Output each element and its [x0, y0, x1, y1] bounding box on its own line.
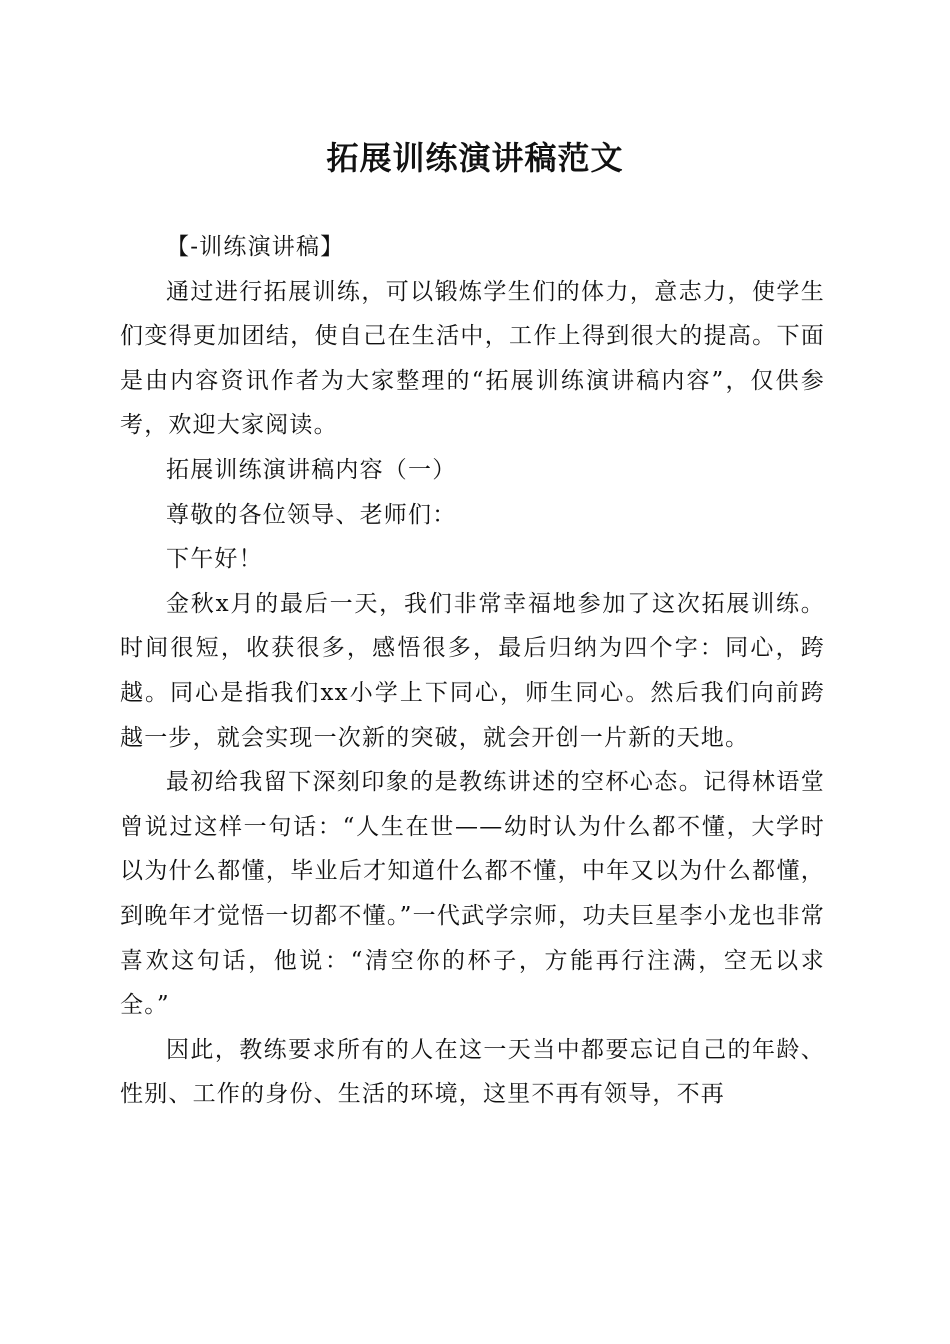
section-heading: 拓展训练演讲稿内容（一） [166, 456, 457, 483]
salutation: 尊敬的各位领导、老师们： [166, 501, 457, 528]
section-tag: 【-训练演讲稿】 [166, 234, 345, 260]
greeting: 下午好！ [166, 546, 263, 573]
body-paragraph: 金秋x月的最后一天，我们非常幸福地参加了这次拓展训练。时间很短，收获很多，感悟很多，最后归纳为四个字：同心，跨越。同心是指我们xx小学上下同心，师生同心。然后我们向前跨越一步，就会实现一次新的突破，就会开创一片新的天地。 [120, 590, 825, 751]
intro-paragraph: 通过进行拓展训练，可以锻炼学生们的体力，意志力，使学生们变得更加团结，使自己在生活中，工作上得到很大的提高。下面是由内容资讯作者为大家整理的“拓展训练演讲稿内容”，仅供参考，欢迎大家阅读。 [120, 278, 825, 439]
body-paragraph: 因此，教练要求所有的人在这一天当中都要忘记自己的年龄、性别、工作的身份、生活的环境，这里不再有领导，不再 [120, 1036, 825, 1108]
document-body [120, 225, 825, 1117]
body-paragraph: 最初给我留下深刻印象的是教练讲述的空杯心态。记得林语堂曾说过这样一句话：“人生在世——幼时认为什么都不懂，大学时以为什么都懂，毕业后才知道什么都不懂，中年又以为什么都懂，到晚年才觉悟一切都不懂。”一代武学宗师，功夫巨星李小龙也非常喜欢这句话，他说：“清空你的杯子，方能再行注满，空无以求全。” [120, 769, 825, 1019]
document-title: 拓展训练演讲稿范文 [326, 139, 624, 177]
